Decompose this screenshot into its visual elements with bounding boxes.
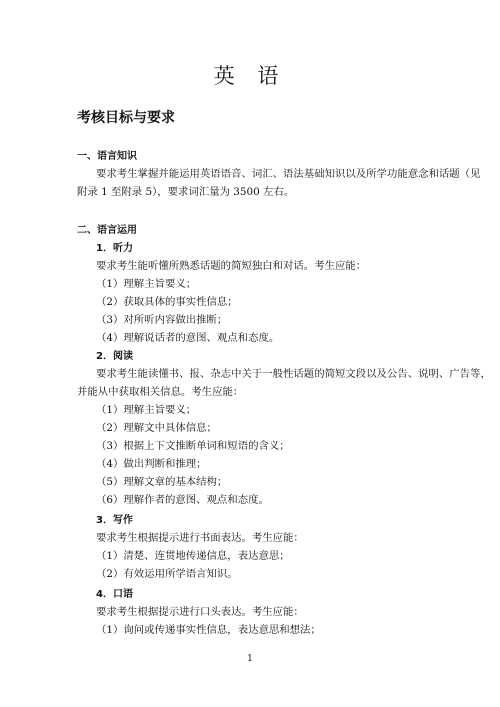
list-item: （3）对所听内容做出推断；	[96, 314, 228, 326]
paragraph-line: 要求考生根据提示进行书面表达。考生应能：	[96, 532, 304, 544]
heading-language-use: 二、语言运用	[77, 225, 137, 236]
section-title: 考核目标与要求	[77, 110, 175, 126]
subheading-speaking: 4．口语	[96, 589, 133, 600]
paragraph-line: 要求考生能听懂所熟悉话题的简短独白和对话。考生应能：	[96, 260, 367, 272]
subheading-reading: 2．阅读	[96, 351, 133, 362]
list-item: （3）根据上下文推断单词和短语的含义；	[96, 440, 290, 452]
list-item: （1）理解主旨要义；	[96, 404, 197, 416]
page-number: 1	[247, 654, 253, 664]
list-item: （1）清楚、连贯地传递信息，表达意思；	[96, 550, 290, 562]
list-item: （2）获取具体的事实性信息；	[96, 296, 238, 308]
list-item: （4）理解说话者的意图、观点和态度。	[96, 332, 280, 344]
list-item: （4）做出判断和推理；	[96, 458, 207, 470]
page-title: 英 语	[213, 64, 287, 88]
list-item: （1）询问或传递事实性信息，表达意思和想法；	[96, 624, 321, 636]
list-item: （2）有效运用所学语言知识。	[96, 568, 238, 580]
list-item: （5）理解文章的基本结构；	[96, 476, 228, 488]
paragraph-line: 附录 1 至附录 5），要求词汇量为 3500 左右。	[77, 186, 295, 198]
list-item: （6）理解作者的意图、观点和态度。	[96, 494, 269, 506]
subheading-writing: 3．写作	[96, 515, 133, 526]
heading-language-knowledge: 一、语言知识	[77, 151, 137, 162]
subheading-listening: 1．听力	[96, 243, 133, 254]
paragraph-line: 要求考生根据提示进行口头表达。考生应能：	[96, 606, 304, 618]
paragraph-line: 要求考生掌握并能运用英语语音、词汇、语法基础知识以及所学功能意念和话题（见	[96, 168, 481, 180]
paragraph-line: 并能从中获取相关信息。考生应能：	[77, 386, 244, 398]
paragraph-line: 要求考生能读懂书、报、杂志中关于一般性话题的简短文段以及公告、说明、广告等，	[96, 368, 491, 380]
list-item: （2）理解文中具体信息；	[96, 422, 217, 434]
list-item: （1）理解主旨要义；	[96, 278, 197, 290]
